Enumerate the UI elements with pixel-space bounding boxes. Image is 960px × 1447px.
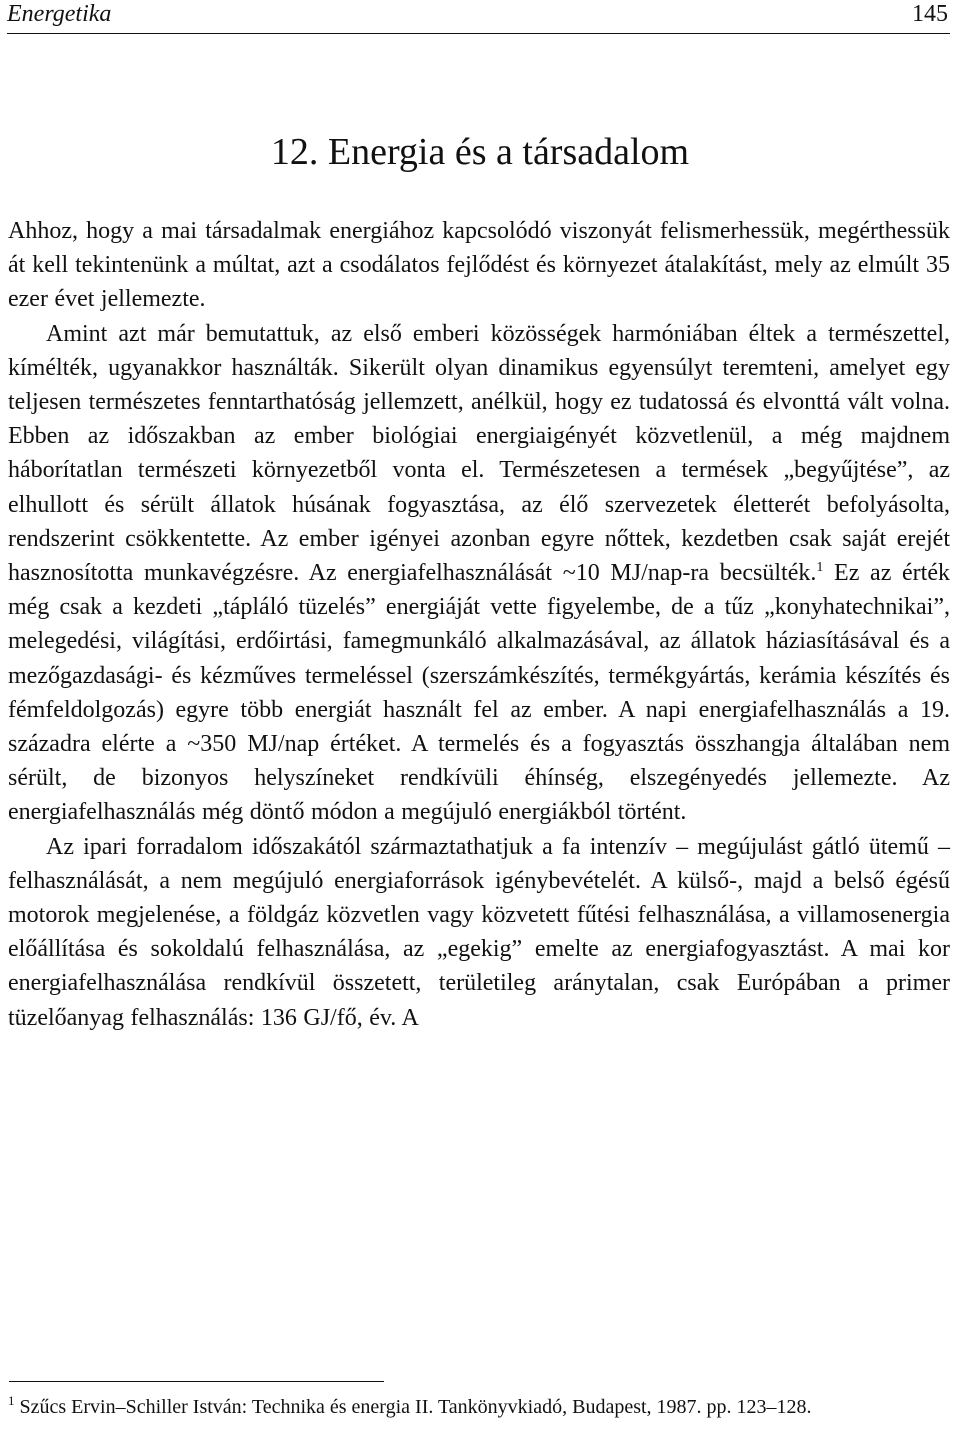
header-divider [7, 33, 950, 34]
paragraph-text: Ez az érték még csak a kezdeti „tápláló tüzelés” energiáját vette figyelembe, de a tűz „konyhatechnikai”, melegedési, világítási, erdőirtási, famegmunkáló alkalmazásával, az állatok háziasításával és a mezőgazdasági- és kézműves termeléssel (szerszámkészítés, termékgyártás, kerámia készítés és fémfeldolgozás) egyre több energiát használt fel az ember. A napi energiafelhasználás a 19. századra elérte a ~350 MJ/nap értéket. A termelés és a fogyasztás összhangja általában nem sérült, de bizonyos helyszíneket rendkívüli éhínség, elszegényedés jellemezte. Az energiafelhasználás még döntő módon a megújuló energiákból történt. [8, 560, 950, 826]
paragraph-text: Ahhoz, hogy a mai társadalmak energiához kapcsolódó viszonyát felismerhessük, megérthessük át kell tekintenünk a múltat, azt a csodálatos fejlődést és környezet átalakítást, mely az elmúlt 35 ezer évet jellemezte. [8, 218, 950, 313]
chapter-title: 12. Energia és a társadalom [270, 131, 690, 173]
paragraph-text: Az ipari forradalom időszakától származtathatjuk a fa intenzív – megújulást gátló ütemű – felhasználását, a nem megújuló energiaforrások igénybevételét. A külső-, majd a belső égésű motorok megjelenése, a földgáz közvetlen vagy közvetett fűtési felhasználása, a villamosenergia előállítása és sokoldalú felhasználása, az „egekig” emelte az energiafogyasztást. A mai kor energiafelhasználása rendkívül összetett, területileg aránytalan, csak Európában a primer tüzelőanyag felhasználás: 136 GJ/fő, év. A [8, 833, 950, 1031]
paragraph-text: Amint azt már bemutattuk, az első emberi közösségek harmóniában éltek a természettel, kímélték, ugyanakkor használták. Sikerült olyan dinamikus egyensúlyt teremteni, amelyet egy teljesen természetes fenntarthatóság jellemzett, anélkül, hogy ez tudatossá és elvonttá vált volna. Ebben az időszakban az ember biológiai energiaigényét közvetlenül, a még majdnem háborítatlan természeti környezetből vonta el. Természetesen a termések „begyűjtése”, az elhullott és sérült állatok húsának fogyasztása, az élő szervezetek életterét befolyásolta, rendszerint csökkentette. Az ember igényei azonban egyre nőttek, kezdetben csak saját erejét hasznosította munkavégzésre. Az energiafelhasználását ~10 MJ/nap-ra becsülték. [8, 320, 950, 587]
paragraph-2 [8, 317, 950, 830]
running-header-title: Energetika [7, 1, 112, 27]
footnote-divider [9, 1381, 384, 1382]
page-number: 145 [912, 1, 948, 27]
paragraph-1 [8, 214, 950, 317]
footnote [8, 1394, 950, 1420]
footnote-reference[interactable]: 1 [816, 560, 824, 576]
footnote-text: Szűcs Ervin–Schiller István: Technika és energia II. Tankönyvkiadó, Budapest, 1987. pp. 123–128. [14, 1396, 812, 1418]
paragraph-3 [8, 830, 950, 1035]
body-text [8, 214, 950, 1035]
footnote-marker: 1 [8, 1393, 15, 1408]
running-header [7, 0, 948, 28]
